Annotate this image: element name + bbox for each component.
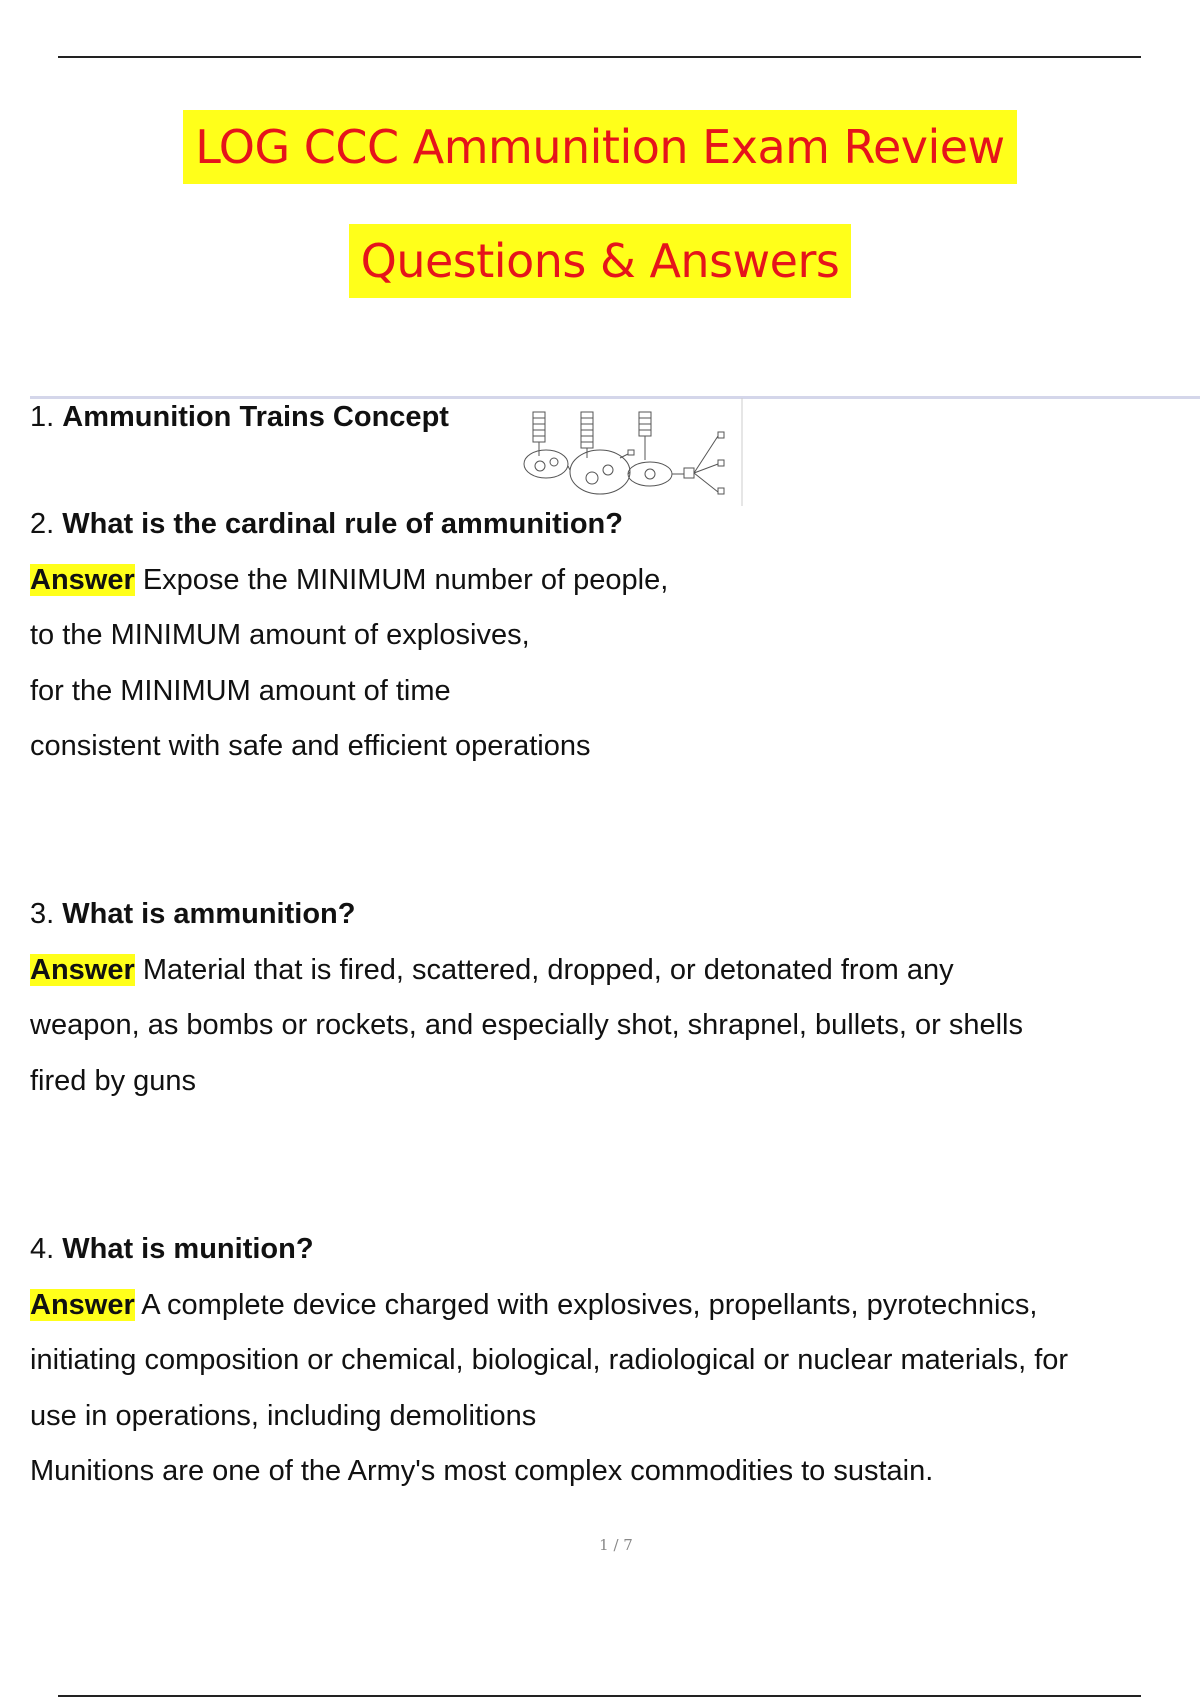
question-3-text: What is ammunition? [62, 898, 356, 930]
document-title-line-1 [0, 110, 1200, 184]
answer-2-line-2: to the MINIMUM amount of explosives, [30, 619, 530, 651]
question-2 [30, 497, 1190, 775]
footer-rule [58, 1695, 1141, 1697]
question-4 [30, 1222, 1190, 1500]
answer-3-line-1 [30, 943, 1190, 999]
answer-4-line-1 [30, 1278, 1190, 1334]
answer-4-label: Answer [30, 1288, 135, 1321]
title-text-2: Questions & Answers [349, 224, 852, 298]
question-2-number: 2. [30, 508, 55, 540]
document-title-line-2 [0, 224, 1200, 298]
question-2-heading [30, 497, 1190, 553]
answer-4-line-2: initiating composition or chemical, biological, radiological or nuclear materials, for [30, 1344, 1069, 1376]
answer-2-line-3: for the MINIMUM amount of time [30, 674, 451, 707]
answer-3-text-1: Material that is fired, scattered, dropped, or detonated from any [142, 953, 954, 986]
page-number: 1 / 7 [599, 1536, 633, 1554]
answer-3-line-2: weapon, as bombs or rockets, and especially shot, shrapnel, bullets, or shells [30, 1009, 1023, 1041]
question-4-text: What is munition? [62, 1233, 314, 1265]
question-4-number: 4. [30, 1233, 55, 1265]
title-text-1: LOG CCC Ammunition Exam Review [183, 110, 1016, 184]
answer-2-line-1 [30, 553, 1190, 609]
answer-4-text-1: A complete device charged with explosives, propellants, pyrotechnics, [141, 1288, 1038, 1321]
question-3 [30, 887, 1190, 1109]
answer-2-label: Answer [30, 563, 135, 596]
question-1-text: Ammunition Trains Concept [62, 401, 449, 433]
answer-2-line-4: consistent with safe and efficient operations [30, 730, 591, 762]
question-2-text: What is the cardinal rule of ammunition? [62, 508, 623, 540]
question-1-number: 1. [30, 401, 55, 433]
answer-3-line-3: fired by guns [30, 1064, 197, 1097]
answer-4-line-3: use in operations, including demolitions [30, 1399, 537, 1432]
question-3-heading [30, 887, 1190, 943]
question-4-heading [30, 1222, 1190, 1278]
answer-4-line-4: Munitions are one of the Army's most complex commodities to sustain. [30, 1455, 934, 1487]
header-rule [58, 56, 1141, 58]
ammunition-trains-diagram [518, 398, 744, 506]
answer-3-label: Answer [30, 953, 135, 986]
question-3-number: 3. [30, 898, 55, 930]
answer-2-text-1: Expose the MINIMUM number of people, [142, 563, 669, 596]
